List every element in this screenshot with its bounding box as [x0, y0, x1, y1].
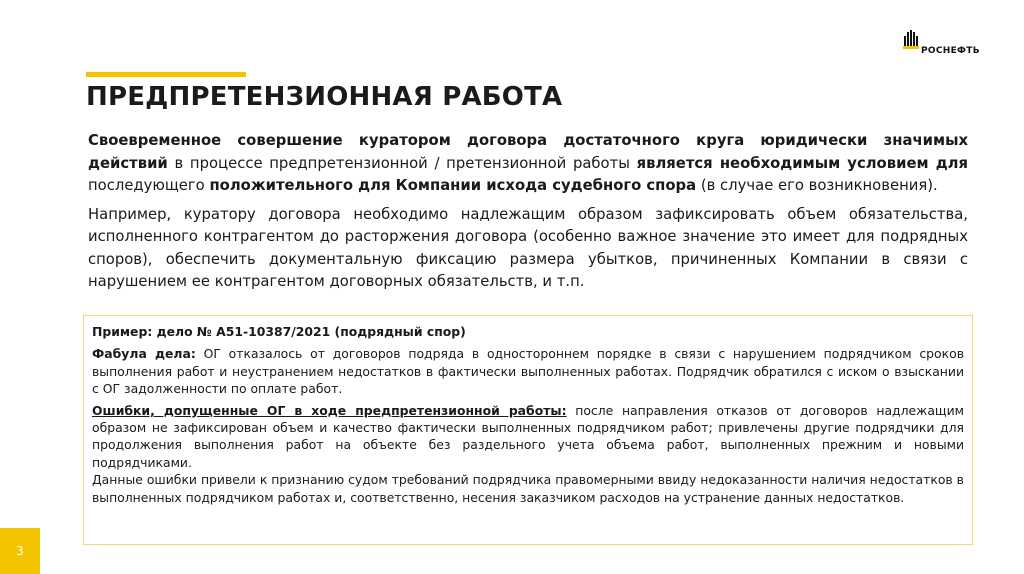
intro-paragraph-1	[88, 130, 968, 198]
case-errors-paragraph	[92, 402, 964, 472]
intro-paragraph-2: Например, куратору договора необходимо надлежащим образом зафиксировать объем обязательства, исполненного контрагентом до расторжения договора (особенно важное значение это имеет для подрядных споров), обеспечить документальную фиксацию размера убытков, причиненных Компании в связи с нарушением ее контрагентом договорных обязательств, и т.п.	[88, 205, 968, 290]
intro-p1-bold-2: является необходимым условием для	[636, 154, 969, 172]
slide-title: ПРЕДПРЕТЕНЗИОННАЯ РАБОТА	[86, 82, 563, 112]
logo-text: РОСНЕФТЬ	[921, 46, 980, 56]
page-number: 3	[16, 544, 24, 558]
case-errors-text: после направления отказов от договоров надлежащим образом не зафиксирован объем и качество фактически выполненных подрядчиком работ; привлечены другие подрядчики для продолжения выполнения работ на объекте без раздельного учета объема работ, выполненных прежним и новыми подрядчиками.	[92, 402, 964, 470]
intro-p1-text-2: последующего	[88, 177, 210, 194]
intro-p1-text-3: (в случае его возникновения).	[696, 177, 938, 194]
case-conclusion-paragraph: Данные ошибки привели к признанию судом требований подрядчика правомерными ввиду недоказанности наличия недостатков в выполненных подрядчиком работах и, соответственно, несения заказчиком расходов на устранение данных недостатков.	[92, 472, 964, 505]
rosneft-logo-icon	[903, 30, 921, 54]
case-facts-paragraph	[92, 345, 964, 397]
intro-p1-bold-3: положительного для Компании исхода судебного спора	[209, 177, 697, 194]
case-facts-text: ОГ отказалось от договоров подряда в одностороннем порядке в связи с нарушением подрядчиком сроков выполнения работ и неустранением недостатков в фактически выполненных работах. Подрядчик обратился с иском о взыскании с ОГ задолженности по оплате работ.	[92, 346, 964, 397]
intro-p1-text-1: в процессе предпретензионной / претензионной работы	[167, 154, 637, 172]
case-errors-label: Ошибки, допущенные ОГ в ходе предпретензионной работы:	[92, 402, 567, 418]
intro-p1-bold-1: Своевременное совершение куратором договора достаточного круга юридически значимых действий	[88, 132, 968, 172]
case-example-title: Пример: дело № А51-10387/2021 (подрядный спор)	[92, 324, 466, 339]
title-accent-bar	[86, 72, 246, 77]
company-logo	[903, 26, 995, 66]
case-example-box	[83, 315, 973, 545]
page-number-badge	[0, 528, 40, 574]
case-facts-label: Фабула дела:	[92, 346, 196, 362]
intro-text-block	[88, 130, 968, 300]
